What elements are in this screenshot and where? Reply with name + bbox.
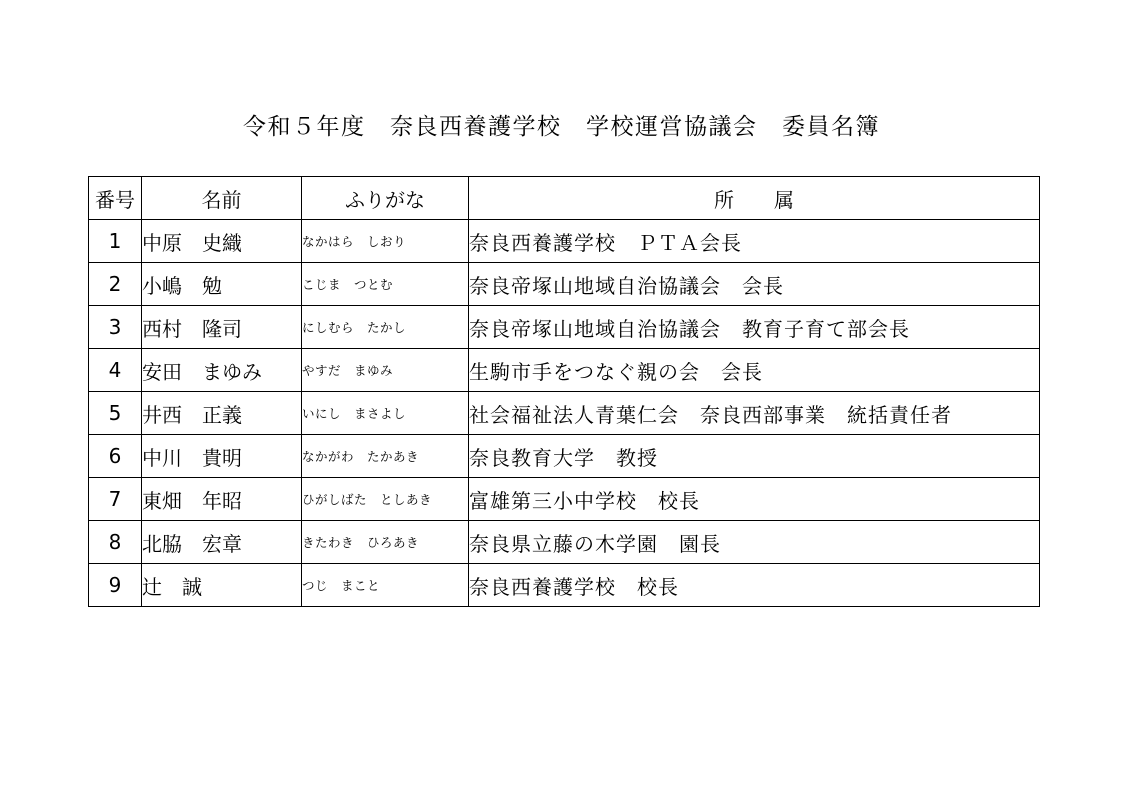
row-name: 東畑 年昭 <box>142 478 302 521</box>
table-row <box>89 220 1040 263</box>
row-furigana: きたわき ひろあき <box>302 521 469 564</box>
row-name: 北脇 宏章 <box>142 521 302 564</box>
row-number: 8 <box>89 521 142 564</box>
row-affiliation: 奈良教育大学 教授 <box>469 435 1040 478</box>
row-name: 小嶋 勉 <box>142 263 302 306</box>
row-name: 西村 隆司 <box>142 306 302 349</box>
row-number: 3 <box>89 306 142 349</box>
row-affiliation: 奈良西養護学校 ＰＴＡ会長 <box>469 220 1040 263</box>
table-row <box>89 263 1040 306</box>
table-row <box>89 478 1040 521</box>
table-row <box>89 564 1040 607</box>
table-row <box>89 306 1040 349</box>
table-row <box>89 392 1040 435</box>
table-row <box>89 521 1040 564</box>
row-number: 2 <box>89 263 142 306</box>
row-name: 辻 誠 <box>142 564 302 607</box>
row-number: 9 <box>89 564 142 607</box>
row-affiliation: 富雄第三小中学校 校長 <box>469 478 1040 521</box>
row-number: 4 <box>89 349 142 392</box>
row-name: 中川 貴明 <box>142 435 302 478</box>
row-affiliation: 社会福祉法人青葉仁会 奈良西部事業 統括責任者 <box>469 392 1040 435</box>
header-furigana: ふりがな <box>302 177 469 220</box>
header-affiliation: 所 属 <box>469 177 1040 220</box>
row-name: 井西 正義 <box>142 392 302 435</box>
row-furigana: やすだ まゆみ <box>302 349 469 392</box>
page-title: 令和５年度 奈良西養護学校 学校運営協議会 委員名簿 <box>243 114 880 140</box>
row-number: 1 <box>89 220 142 263</box>
member-roster-table <box>88 176 1040 607</box>
row-furigana: つじ まこと <box>302 564 469 607</box>
row-affiliation: 生駒市手をつなぐ親の会 会長 <box>469 349 1040 392</box>
table-header-row <box>89 177 1040 220</box>
header-number: 番号 <box>89 177 142 220</box>
row-name: 安田 まゆみ <box>142 349 302 392</box>
row-name: 中原 史織 <box>142 220 302 263</box>
row-number: 6 <box>89 435 142 478</box>
row-affiliation: 奈良帝塚山地域自治協議会 教育子育て部会長 <box>469 306 1040 349</box>
row-furigana: こじま つとむ <box>302 263 469 306</box>
row-furigana: いにし まさよし <box>302 392 469 435</box>
row-furigana: ひがしばた としあき <box>302 478 469 521</box>
row-affiliation: 奈良県立藤の木学園 園長 <box>469 521 1040 564</box>
row-affiliation: 奈良西養護学校 校長 <box>469 564 1040 607</box>
row-number: 7 <box>89 478 142 521</box>
row-affiliation: 奈良帝塚山地域自治協議会 会長 <box>469 263 1040 306</box>
header-name: 名前 <box>142 177 302 220</box>
row-furigana: にしむら たかし <box>302 306 469 349</box>
row-furigana: なかがわ たかあき <box>302 435 469 478</box>
row-furigana: なかはら しおり <box>302 220 469 263</box>
table-row <box>89 435 1040 478</box>
table-row <box>89 349 1040 392</box>
row-number: 5 <box>89 392 142 435</box>
